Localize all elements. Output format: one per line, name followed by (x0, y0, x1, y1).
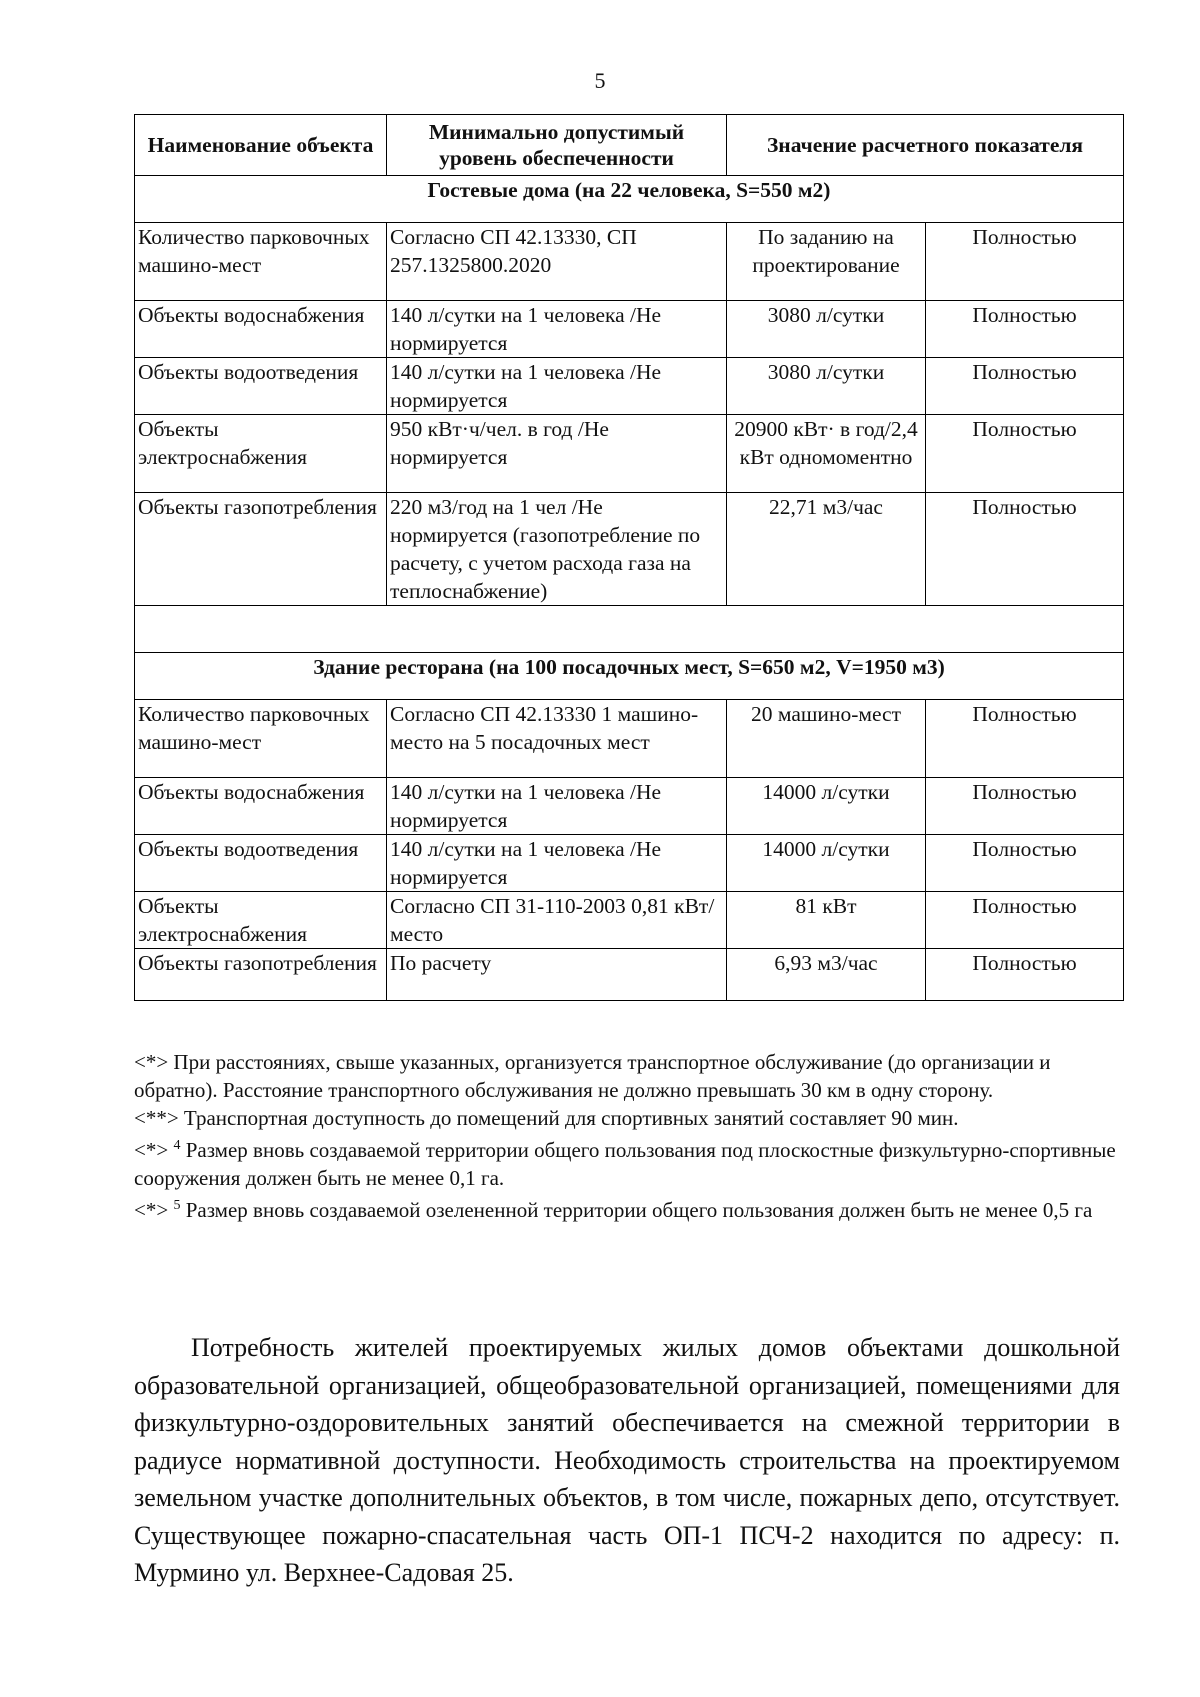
footnote-1: <*> При расстояниях, свыше указанных, организуется транспортное обслуживание (до организации и обратно). Расстояние транспортного обслуживания не должно превышать 30 км в одну сторону. (134, 1050, 1051, 1102)
cell-name: Количество парковочных машино-мест (135, 700, 387, 778)
cell-value: 81 кВт (727, 892, 926, 949)
table-row (135, 301, 1124, 358)
cell-level: 140 л/сутки на 1 человека /Не нормируется (387, 778, 727, 835)
table-row (135, 415, 1124, 493)
section-title-row (135, 653, 1124, 700)
cell-name: Объекты электроснабжения (135, 892, 387, 949)
cell-value: 6,93 м3/час (727, 949, 926, 1001)
cell-status: Полностью (926, 778, 1124, 835)
cell-level: 220 м3/год на 1 чел /Не нормируется (газопотребление по расчету, с учетом расхода газа на теплоснабжение) (387, 493, 727, 606)
table-row (135, 358, 1124, 415)
table-header-row (135, 115, 1124, 176)
header-object-name: Наименование объекта (135, 115, 387, 176)
cell-value: 22,71 м3/час (727, 493, 926, 606)
cell-status: Полностью (926, 700, 1124, 778)
cell-value: 20900 кВт· в год/2,4 кВт одномоментно (727, 415, 926, 493)
table-row (135, 778, 1124, 835)
footnote-4: <*> $^5$ Размер вновь создаваемой озелененной территории общего пользования должен быть не менее 0,5 га (134, 1198, 1093, 1222)
cell-value: По заданию на проектирование (727, 223, 926, 301)
footnote-2: <**> Транспортная доступность до помещений для спортивных занятий составляет 90 мин. (134, 1106, 959, 1130)
cell-level: Согласно СП 31-110-2003 0,81 кВт/место (387, 892, 727, 949)
cell-level: 950 кВт·ч/чел. в год /Не нормируется (387, 415, 727, 493)
cell-name: Количество парковочных машино-мест (135, 223, 387, 301)
cell-name: Объекты газопотребления (135, 949, 387, 1001)
cell-status: Полностью (926, 949, 1124, 1001)
cell-name: Объекты электроснабжения (135, 415, 387, 493)
table-row (135, 892, 1124, 949)
cell-name: Объекты водоснабжения (135, 301, 387, 358)
cell-value: 20 машино-мест (727, 700, 926, 778)
header-min-level: Минимально допустимый уровень обеспеченности (387, 115, 727, 176)
cell-value: 3080 л/сутки (727, 358, 926, 415)
section-title-row (135, 176, 1124, 223)
cell-value: 14000 л/сутки (727, 778, 926, 835)
cell-status: Полностью (926, 358, 1124, 415)
requirements-table (134, 114, 1124, 1001)
footnote-3: <*> $^4$ Размер вновь создаваемой территории общего пользования под плоскостные физкультурно-спортивные сооружения должен быть не менее 0,1 га. (134, 1138, 1116, 1190)
section-title: Гостевые дома (на 22 человека, S=550 м2) (135, 176, 1124, 223)
cell-level: Согласно СП 42.13330 1 машино-место на 5 посадочных мест (387, 700, 727, 778)
section-title: Здание ресторана (на 100 посадочных мест, S=650 м2, V=1950 м3) (135, 653, 1124, 700)
cell-level: 140 л/сутки на 1 человека /Не нормируется (387, 301, 727, 358)
cell-name: Объекты водоснабжения (135, 778, 387, 835)
cell-value: 3080 л/сутки (727, 301, 926, 358)
page-number: 5 (594, 68, 606, 93)
table-row (135, 949, 1124, 1001)
table-row (135, 835, 1124, 892)
table-row (135, 700, 1124, 778)
cell-status: Полностью (926, 415, 1124, 493)
table-row (135, 493, 1124, 606)
cell-value: 14000 л/сутки (727, 835, 926, 892)
cell-level: Согласно СП 42.13330, СП 257.1325800.2020 (387, 223, 727, 301)
cell-name: Объекты водоотведения (135, 835, 387, 892)
header-calc-value: Значение расчетного показателя (727, 115, 1124, 176)
cell-status: Полностью (926, 223, 1124, 301)
blank-row (135, 606, 1124, 653)
cell-level: По расчету (387, 949, 727, 1001)
cell-level: 140 л/сутки на 1 человека /Не нормируется (387, 835, 727, 892)
cell-name: Объекты водоотведения (135, 358, 387, 415)
cell-status: Полностью (926, 493, 1124, 606)
body-paragraph: Потребность жителей проектируемых жилых домов объектами дошкольной образовательной организацией, общеобразовательной организацией, помещениями для физкультурно-оздоровительных занятий обеспечивается на смежной территории в радиусе нормативной доступности. Необходимость строительства на проектируемом земельном участке дополнительных объектов, в том числе, пожарных депо, отсутствует. Существующее пожарно-спасательная часть ОП-1 ПСЧ-2 находится по адресу: п. Мурмино ул. Верхнее-Садовая 25. (134, 1333, 1120, 1587)
cell-name: Объекты газопотребления (135, 493, 387, 606)
cell-status: Полностью (926, 835, 1124, 892)
cell-level: 140 л/сутки на 1 человека /Не нормируется (387, 358, 727, 415)
table-row (135, 223, 1124, 301)
cell-status: Полностью (926, 301, 1124, 358)
cell-status: Полностью (926, 892, 1124, 949)
footnotes (134, 1048, 1124, 1224)
